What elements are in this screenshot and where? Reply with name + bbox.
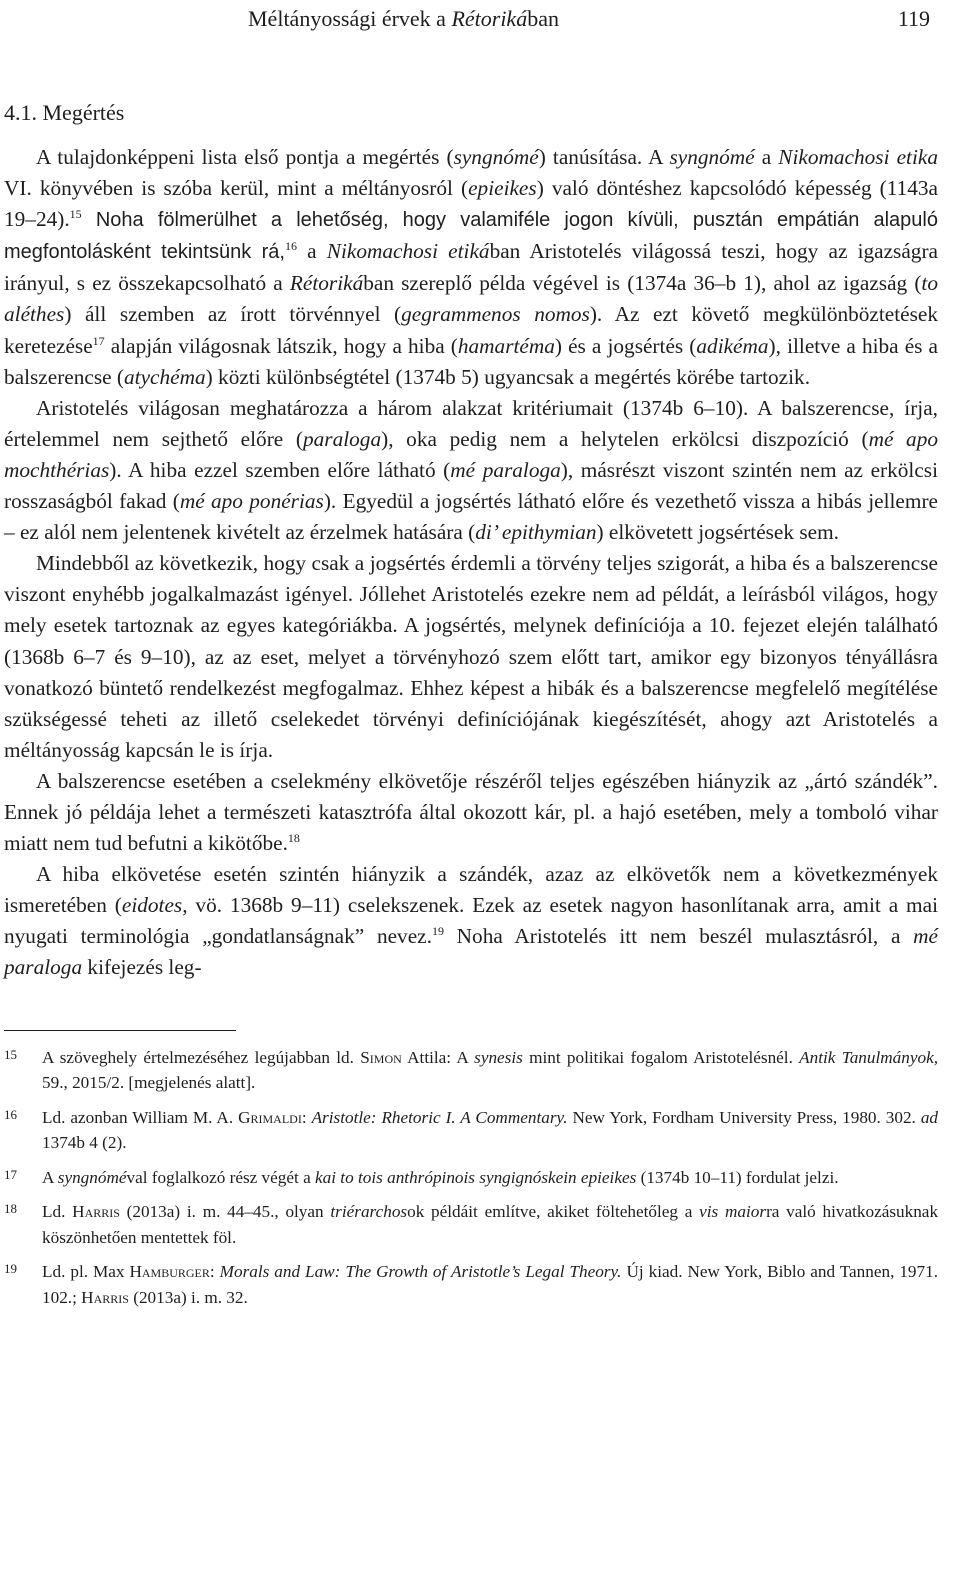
footnote-17 [4,1165,938,1191]
paragraph-1: A tulajdonképpeni lista első pontja a megértés (syngnómé) tanúsítása. A syngnómé a Nikomachosi etika VI. könyvében is szóba kerül, mint a méltányosról (epieikes) való döntéshez kapcsolódó képesség (1143a 19–24).$^{15}$ Noha fölmerülhet a lehetőség, hogy valamiféle jogon kívüli, pusztán empátián alapuló megfontolásként tekintsünk rá,$^{16}$ a Nikomachosi etikában Aristotelés világossá teszi, hogy az igazságra irányul, s ez összekapcsolható a Rétorikában szereplő példa végével is (1374a 36–b 1), ahol az igazság (to aléthes) áll szemben az írott törvénnyel (gegrammenos nomos). Az ezt követő megkülönböztetések keretezése$^{17}$ alapján világosnak látszik, hogy a hiba (hamartéma) és a jogsértés (adikéma), illetve a hiba és a balszerencse (atychéma) közti különbségtétel (1374b 5) ugyancsak a megértés körébe tartozik. [4,145,939,389]
footnote-ref-16[interactable]: 16 [284,239,297,254]
footnote-16 [4,1105,938,1156]
footnote-number: 19 [4,1261,17,1277]
footnote-19 [4,1259,938,1310]
paragraph-5: A hiba elkövetése esetén szintén hiányzik a szándék, azaz az elkövetők nem a következmények ismeretében (eidotes, vö. 1368b 9–11) cselekszenek. Ezek az esetek nagyon hasonlítanak arra, amit a mai nyugati terminológia „gondatlanságnak” nevez.$^{19}$ Noha Aristotelés itt nem beszél mulasztásról, a mé paraloga kifejezés leg- [4,862,938,980]
paragraph-4: A balszerencse esetében a cselekmény elkövetője részéről teljes egészében hiányzik az „ártó szándék”. Ennek jó példája lehet a természeti katasztrófa által okozott kár, pl. a hajó esetében, mely a tomboló vihar miatt nem tud befutni a kikötőbe.$^{18}$ [4,768,938,856]
footnote-divider [4,1030,236,1031]
footnote-ref-15[interactable]: 15 [69,207,82,222]
footnote-number: 15 [4,1046,17,1062]
footnote-text: Ld. azonban William M. A. Grimaldi: Aristotle: Rhetoric I. A Commentary. New York, Fordham University Press, 1980. 302. ad 1374b 4 (2). [42,1107,938,1153]
footnote-text: Ld. pl. Max Hamburger: Morals and Law: The Growth of Aristotle’s Legal Theory. Új kiad. New York, Biblo and Tannen, 1971. 102.; Harris (2013a) i. m. 32. [42,1262,939,1307]
footnote-text: Ld. Harris (2013a) i. m. 44–45., olyan triérarchosok példáit említve, akiket föltehetőleg a vis maiorra való hivatkozásuknak köszönhetően mentettek föl. [42,1202,939,1247]
footnote-ref-19[interactable]: 19 [431,924,444,939]
paragraph-2: Aristotelés világosan meghatározza a három alakzat kritériumait (1374b 6–10). A balszerencse, írja, értelemmel nem sejthető előre (paraloga), oka pedig nem a helytelen erkölcsi diszpozíció (mé apo mochthérias). A hiba ezzel szemben előre látható (mé paraloga), másrészt viszont szintén nem az erkölcsi rosszaságból fakad (mé apo ponérias). Egyedül a jogsértés látható előre és vezethető vissza a hibás jellemre – ez alól nem jelentenek kivételt az érzelmek hatására (di’ epithymian) elkövetett jogsértések sem. [4,395,939,545]
footnotes [4,1045,938,1311]
footnote-ref-18[interactable]: 18 [287,831,300,846]
footnote-text: A szöveghely értelmezéséhez legújabban ld. Simon Attila: A synesis mint politikai fogalom Aristotelésnél. Antik Tanulmányok, 59., 2015/2. [megjelenés alatt]. [42,1047,938,1093]
section-heading: 4.1. Megértés [4,100,125,125]
paragraph-3: Mindebből az következik, hogy csak a jogsértés érdemli a törvény teljes szigorát, a hiba és a balszerencse viszont enyhébb jogalkalmazást igényel. Jóllehet Aristotelés ezekre nem ad példát, a leírásból világos, hogy mely esetek tartoznak az egyes kategóriákba. A jogsértés, melynek definíciója a 10. fejezet elején található (1368b 6–7 és 9–10), az az eset, melyet a törvényhozó szem előtt tart, amikor egy bizonyos tényállásra vonatkozó büntető rendelkezést megfogalmaz. Ehhez képest a hibák és a balszerencse megfelelő megítélése szükségessé teheti az illető cselekedet törvényi definíciójának kiegészítését, ahogy azt Aristotelés a méltányosság kapcsán le is írja. [4,551,938,762]
running-head [4,2,938,36]
footnote-ref-17[interactable]: 17 [92,333,105,348]
footnote-18 [4,1199,938,1250]
footnote-number: 17 [4,1166,17,1182]
footnote-number: 16 [4,1106,17,1122]
footnote-number: 18 [4,1201,17,1217]
body-text [4,142,938,984]
footnote-text: A syngnóméval foglalkozó rész végét a kai to tois anthrópinois syngignóskein epieikes (1374b 10–11) fordulat jelzi. [42,1167,839,1187]
running-head-title: Méltányossági érvek a Rétorikában [248,6,559,31]
page-number: 119 [897,6,930,31]
footnote-15 [4,1045,938,1096]
